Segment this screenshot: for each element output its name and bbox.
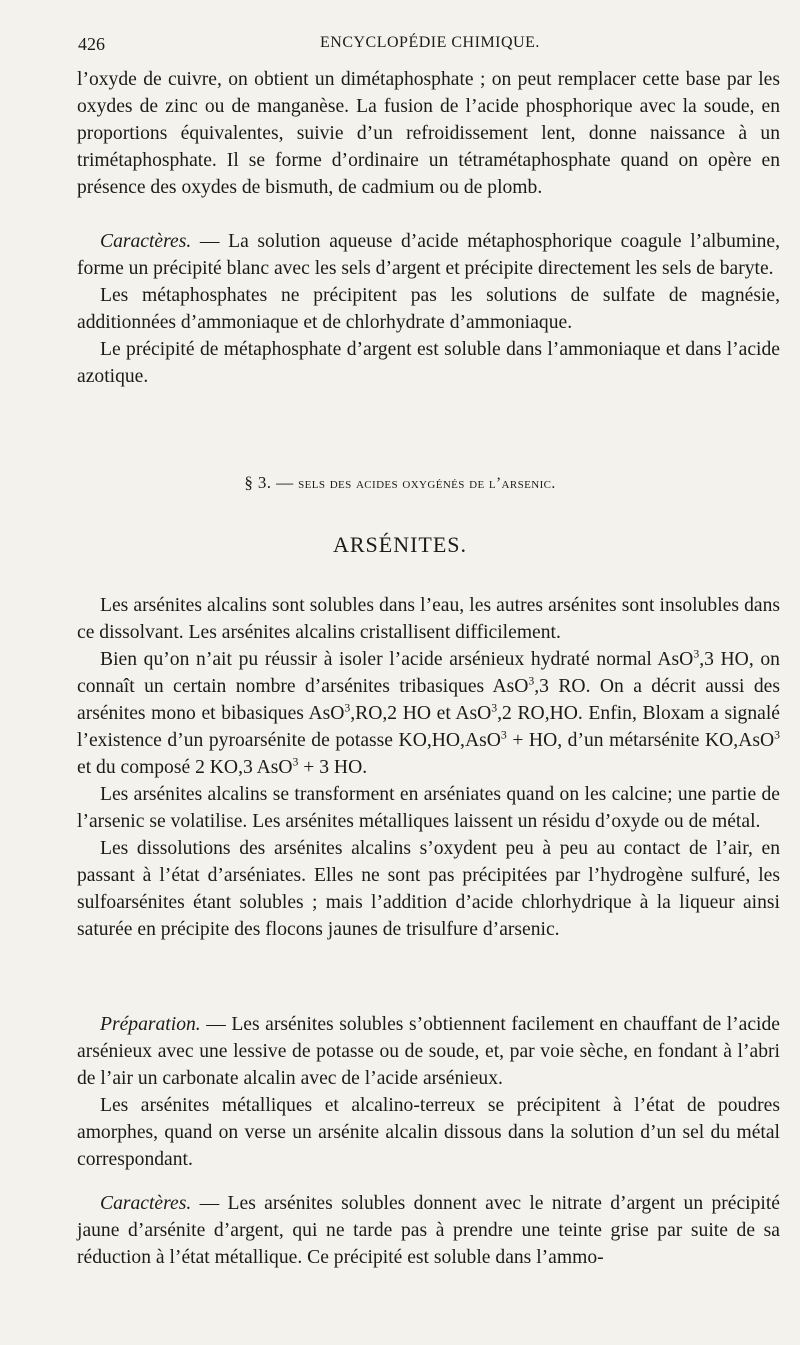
arsenites-paragraph-1: Les arsénites alcalins sont solubles dans l’eau, les autres arsénites sont insolubles dans ce dissolvant. Les arsénites alcalins cristallisent difficilement. xyxy=(77,595,780,643)
section-title xyxy=(0,473,800,493)
formula-text: + HO, d’un métarsénite KO,AsO xyxy=(506,730,775,751)
section-title-text: sels des acides oxygénés de l’arsenic. xyxy=(298,475,556,492)
intro-block xyxy=(77,66,780,201)
formula-text: + 3 HO. xyxy=(298,757,368,778)
running-title: ENCYCLOPÉDIE CHIMIQUE. xyxy=(320,34,540,51)
metaphosphates-paragraph-3: Le précipité de métaphosphate d’argent est soluble dans l’ammoniaque et dans l’acide azotique. xyxy=(77,339,780,387)
arsenites-caracteres-paragraph xyxy=(77,1190,780,1271)
preparation-paragraph-1 xyxy=(77,1011,780,1092)
arsenites-paragraph-2 xyxy=(77,646,780,781)
preparation-label: Préparation. xyxy=(100,1014,201,1035)
superscript: 3 xyxy=(528,674,535,688)
section-number: § 3. — xyxy=(244,473,294,492)
formula-text: et du composé 2 KO,3 AsO xyxy=(77,757,293,778)
formula-text: Bien qu’on n’ait pu réussir à isoler l’acide arsénieux hydraté normal AsO xyxy=(100,649,694,670)
preparation-paragraph-2: Les arsénites métalliques et alcalino-terreux se précipitent à l’état de poudres amorphes, quand on verse un arsénite alcalin dissous dans la solution d’un sel du métal correspondant. xyxy=(77,1095,780,1170)
arsenites-caracteres-text: — Les arsénites solubles donnent avec le nitrate d’argent un précipité jaune d’arsénite d’argent, qui ne tarde pas à prendre une teinte grise par suite de sa réduction à l’état métallique. Ce précipité est soluble dans l’ammo- xyxy=(77,1193,780,1268)
superscript: 3 xyxy=(693,647,700,661)
superscript: 3 xyxy=(344,701,351,715)
superscript: 3 xyxy=(500,728,507,742)
page-header xyxy=(78,34,778,58)
metaphosphates-block xyxy=(77,228,780,390)
arsenites-paragraph-3: Les arsénites alcalins se transforment en arséniates quand on les calcine; une partie de l’arsenic se volatilise. Les arsénites métalliques laissent un résidu d’oxyde ou de métal. xyxy=(77,784,780,832)
preparation-block xyxy=(77,1011,780,1173)
formula-text: ,3 RO. On a décrit aussi des arsénites mono et bibasiques AsO xyxy=(77,676,780,724)
caracteres-text: — La solution aqueuse d’acide métaphosphorique coagule l’albumine, forme un précipité blanc avec les sels d’argent et précipite directement les sels de baryte. xyxy=(77,231,780,279)
arsenites-block xyxy=(77,592,780,943)
metaphosphates-paragraph-2: Les métaphosphates ne précipitent pas les solutions de sulfate de magnésie, additionnées d’ammoniaque et de chlorhydrate d’ammoniaque. xyxy=(77,285,780,333)
arsenites-heading: ARSÉNITES. xyxy=(332,532,468,557)
arsenites-paragraph-4: Les dissolutions des arsénites alcalins s’oxydent peu à peu au contact de l’air, en passant à l’état d’arséniates. Elles ne sont pas précipitées par l’hydrogène sulfuré, les sulfoarsénites étant solubles ; mais l’addition d’acide chlorhydrique à la liqueur ainsi saturée en précipite des flocons jaunes de trisulfure d’arsenic. xyxy=(77,838,780,940)
arsenites-caracteres-label: Caractères. xyxy=(100,1193,192,1214)
formula-text: ,2 RO,HO. Enfin, Bloxam a signalé l’existence d’un pyroarsénite de potasse KO,HO,AsO xyxy=(77,703,780,751)
superscript: 3 xyxy=(774,728,780,742)
caracteres-label: Caractères. xyxy=(100,231,192,252)
formula-text: ,3 HO, on connaît un certain nombre d’arsénites tribasiques AsO xyxy=(77,649,780,697)
page-number: 426 xyxy=(78,34,105,54)
preparation-text: — Les arsénites solubles s’obtiennent facilement en chauffant de l’acide arsénieux avec une lessive de potasse ou de soude, et, par voie sèche, en fondant à l’abri de l’air un carbonate alcalin avec de l’acide arsénieux. xyxy=(77,1014,780,1089)
formula-text: ,RO,2 HO et AsO xyxy=(350,703,492,724)
superscript: 3 xyxy=(292,755,299,769)
arsenites-caracteres-block xyxy=(77,1190,780,1271)
metaphosphates-caracteres-paragraph xyxy=(77,228,780,282)
superscript: 3 xyxy=(491,701,498,715)
intro-paragraph: l’oxyde de cuivre, on obtient un dimétaphosphate ; on peut remplacer cette base par les oxydes de zinc ou de manganèse. La fusion de l’acide phosphorique avec la soude, en proportions équivalentes, suivie d’un refroidissement lent, donne naissance à un trimétaphosphate. Il se forme d’ordinaire un tétramétaphosphate quand on opère en présence des oxydes de bismuth, de cadmium ou de plomb. xyxy=(77,69,780,198)
